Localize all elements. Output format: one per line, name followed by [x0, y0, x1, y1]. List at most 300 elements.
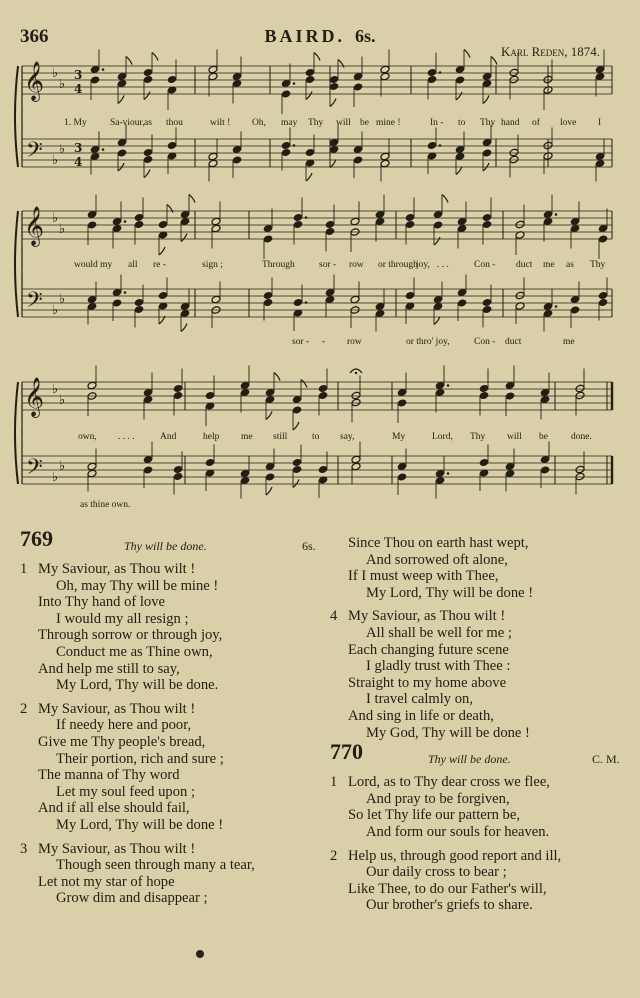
time-signature-bottom: 4 [74, 82, 83, 96]
verse-text: Each changing future scene [348, 641, 509, 658]
lyric-syllable: Sa-viour, [110, 118, 145, 128]
lyric-syllable: still [273, 432, 288, 442]
soprano-note [173, 384, 183, 393]
verse-line [330, 642, 630, 659]
augmentation-dot [305, 216, 308, 219]
lyric-syllable: Through [262, 260, 295, 270]
lyric-syllable: may [281, 118, 298, 128]
verse-text: Through sorrow or through joy, [38, 627, 223, 644]
verse-line [20, 701, 330, 718]
verse-line [330, 552, 630, 569]
lyric-syllable: will [507, 432, 522, 442]
bass-note [329, 145, 339, 154]
verse-line [20, 751, 330, 768]
soprano-note [293, 213, 303, 222]
verse-text: My Saviour, as Thou wilt ! [348, 608, 506, 625]
soprano-note [263, 224, 273, 233]
verse-text: The manna of Thy word [38, 767, 180, 784]
soprano-note [90, 65, 100, 74]
stanza-number: 2 [330, 847, 338, 864]
verse-text: Straight to my home above [348, 674, 507, 691]
hymn-meter: C. M. [592, 752, 620, 767]
verse-text: Our brother's griefs to share. [366, 897, 533, 914]
alto-note [479, 391, 489, 400]
stanza-4 [330, 608, 630, 741]
treble-clef-icon: 𝄞 [24, 206, 45, 246]
verse-line [20, 594, 330, 611]
note-flag [144, 170, 150, 178]
time-signature-top: 3 [74, 141, 83, 155]
bass-note [509, 155, 519, 164]
tenor-note [509, 148, 519, 157]
verse-line [330, 824, 630, 841]
alto-note [509, 75, 519, 84]
soprano-note [87, 381, 97, 390]
soprano-note [353, 72, 363, 81]
alto-note [208, 72, 218, 81]
augmentation-dot [102, 68, 105, 71]
tenor-note [134, 298, 144, 307]
bass-note [353, 156, 363, 165]
verse-text: I would my all resign ; [56, 610, 189, 627]
bass-note [598, 298, 608, 307]
soprano-note [143, 388, 153, 397]
verse-text: My Lord, Thy will be done ! [366, 584, 534, 601]
verse-line [330, 568, 630, 585]
soprano-note [325, 220, 335, 229]
bass-note [595, 159, 605, 168]
lyric-syllable: In - [430, 118, 444, 128]
alto-note [427, 75, 437, 84]
lyric-syllable: as [566, 260, 574, 270]
lyric-syllable: me [543, 260, 555, 270]
bass-note [570, 306, 580, 315]
tenor-note [482, 298, 492, 307]
alto-note [293, 220, 303, 229]
lyric-syllable: of [532, 118, 540, 128]
alto-note [281, 90, 291, 99]
lyric-syllable: Thy [470, 432, 486, 442]
tenor-note [380, 152, 390, 161]
tenor-note [457, 288, 467, 297]
note-flag [266, 487, 272, 495]
verse-line [330, 725, 630, 742]
tenor-note [180, 302, 190, 311]
verse-text: My God, Thy will be done ! [366, 724, 530, 741]
alto-note [455, 76, 465, 85]
note-flag [293, 422, 299, 430]
bass-note [87, 469, 97, 478]
soprano-note [134, 213, 144, 222]
note-flag [126, 57, 132, 65]
bass-note [90, 152, 100, 161]
alto-note [265, 395, 275, 404]
lyric-syllable: love [560, 118, 577, 128]
verse-text: And sing in life or death, [348, 707, 494, 724]
lyric-syllable: hand [501, 118, 520, 128]
tenor-note [232, 145, 242, 154]
alto-note [117, 79, 127, 88]
tenor-note [482, 138, 492, 147]
lyric-syllable: be [360, 118, 369, 128]
verse-text: Though seen through many a tear, [56, 857, 255, 874]
note-flag [314, 53, 320, 61]
bass-note [232, 156, 242, 165]
soprano-note [211, 217, 221, 226]
verse-line [330, 881, 630, 898]
soprano-note [543, 210, 553, 219]
soprano-note [380, 65, 390, 74]
alto-note [540, 395, 550, 404]
flat-sign-icon: ♭ [59, 459, 66, 474]
tenor-note [598, 291, 608, 300]
verse-text: Since Thou on earth hast wept, [348, 535, 529, 551]
bass-clef-icon: 𝄢 [26, 138, 43, 168]
verse-line [330, 897, 630, 914]
tenor-note [87, 295, 97, 304]
note-flag [189, 195, 195, 203]
alto-note [90, 76, 100, 85]
note-flag [181, 234, 187, 242]
lyric-syllable: My [392, 432, 406, 442]
verse-line [20, 661, 330, 678]
verse-text: Let my soul feed upon ; [56, 783, 196, 800]
soprano-note [112, 217, 122, 226]
note-flag [152, 53, 158, 61]
stanza-number: 1 [330, 774, 338, 791]
flat-sign-icon: ♭ [59, 393, 66, 408]
soprano-note [455, 65, 465, 74]
bass-note [543, 309, 553, 318]
lyric-syllable: - [322, 337, 326, 347]
verse-line [20, 644, 330, 661]
fermata-dot [355, 372, 357, 374]
alto-note [575, 391, 585, 400]
stanza-number: 3 [20, 840, 28, 857]
tenor-note [405, 291, 415, 300]
lyric-syllable: duct [505, 337, 522, 347]
augmentation-dot [555, 305, 558, 308]
verse-line [20, 817, 330, 834]
bass-note [351, 462, 361, 471]
tenor-note [265, 462, 275, 471]
lyric-syllable: I [598, 118, 602, 128]
verse-line [330, 791, 630, 808]
note-flag [306, 92, 312, 100]
bass-note [435, 476, 445, 485]
bass-note [173, 472, 183, 481]
augmentation-dot [102, 148, 105, 151]
soprano-note [505, 381, 515, 390]
alto-note [292, 406, 302, 415]
note-flag [456, 92, 462, 100]
tenor-note [375, 302, 385, 311]
tenor-note [353, 145, 363, 154]
tenor-note [575, 465, 585, 474]
bass-clef-icon: 𝄢 [26, 455, 43, 485]
alto-note [543, 217, 553, 226]
lyric-syllable: or thro' joy, [406, 337, 450, 347]
system-brace-icon [15, 66, 18, 167]
soprano-note [509, 68, 519, 77]
lyric-syllable: would my [74, 260, 113, 270]
tenor-note [173, 465, 183, 474]
verse-text: And pray to be forgiven, [366, 790, 510, 807]
hymn-769-heading [20, 526, 330, 561]
verse-line [330, 585, 630, 602]
bass-note [375, 309, 385, 318]
tenor-note [455, 145, 465, 154]
lyric-syllable: . . . [437, 260, 449, 270]
alto-note [263, 235, 273, 244]
augmentation-dot [439, 71, 442, 74]
bass-note [505, 469, 515, 478]
flat-sign-icon: ♭ [59, 292, 66, 307]
verse-text: Our daily cross to bear ; [366, 864, 507, 881]
augmentation-dot [439, 144, 442, 147]
verse-line [20, 800, 330, 817]
verse-text: Give me Thy people's bread, [38, 733, 206, 750]
tenor-note [143, 148, 153, 157]
lyric-syllable: will [336, 118, 351, 128]
right-text-column [330, 535, 630, 921]
lyric-syllable: row [347, 337, 362, 347]
verse-line [330, 708, 630, 725]
lyric-syllable: me [241, 432, 253, 442]
verse-text: And sorrowed oft alone, [366, 551, 508, 568]
soprano-note [305, 68, 315, 77]
tenor-note [350, 295, 360, 304]
lyric-syllable: all [128, 260, 138, 270]
tenor-note [505, 462, 515, 471]
bass-note [112, 299, 122, 308]
stanza-number: 4 [330, 608, 338, 625]
soprano-note [570, 217, 580, 226]
tenor-note [90, 145, 100, 154]
tenor-note [351, 455, 361, 464]
treble-clef-icon: 𝄞 [24, 61, 45, 101]
verse-line [330, 535, 630, 552]
alto-note [318, 391, 328, 400]
verse-line [20, 561, 330, 578]
soprano-note [265, 388, 275, 397]
bass-note [575, 472, 585, 481]
tenor-note [87, 462, 97, 471]
verse-line [20, 578, 330, 595]
bass-note [397, 473, 407, 482]
verse-line [20, 734, 330, 751]
augmentation-dot [305, 301, 308, 304]
verse-text: My Saviour, as Thou wilt ! [38, 561, 196, 577]
tenor-note [515, 291, 525, 300]
note-flag [159, 247, 165, 255]
lyric-syllable: Thy [590, 260, 606, 270]
note-flag [434, 237, 440, 245]
left-text-column [20, 526, 330, 914]
alto-note [329, 82, 339, 91]
lyric-syllable: wilt ! [210, 118, 231, 128]
alto-note [435, 388, 445, 397]
bass-note [457, 299, 467, 308]
flat-sign-icon: ♭ [59, 77, 66, 92]
tenor-note [318, 465, 328, 474]
augmentation-dot [447, 384, 450, 387]
soprano-note [329, 75, 339, 84]
verse-line [330, 864, 630, 881]
note-flag [293, 480, 299, 488]
verse-text: If I must weep with Thee, [348, 568, 499, 585]
lyric-syllable: Con - [474, 337, 496, 347]
lyric-syllable: thou [166, 118, 183, 128]
verse-text: All shall be well for me ; [366, 624, 512, 641]
tenor-note [240, 469, 250, 478]
verse-line [330, 848, 630, 865]
flat-sign-icon: ♭ [52, 382, 59, 397]
verse-line [330, 774, 630, 791]
note-flag [442, 195, 448, 203]
soprano-note [87, 210, 97, 219]
verse-line [20, 677, 330, 694]
soprano-note [482, 72, 492, 81]
tune-meter: 6s. [355, 26, 376, 46]
bass-note [180, 309, 190, 318]
alto-note [353, 83, 363, 92]
stanza-2 [330, 848, 630, 914]
system-brace-icon [15, 211, 18, 317]
stanza-number: 1 [20, 561, 28, 577]
verse-text: Conduct me as Thine own, [56, 643, 213, 660]
bass-note [433, 302, 443, 311]
alto-note [325, 227, 335, 236]
soprano-note [240, 381, 250, 390]
note-flag [301, 380, 307, 388]
alto-note [598, 235, 608, 244]
lyric-syllable: help [203, 432, 220, 442]
bass-note [208, 159, 218, 168]
verse-text: Into Thy hand of love [38, 594, 165, 611]
soprano-note [318, 384, 328, 393]
tenor-note [158, 291, 168, 300]
tenor-note [427, 141, 437, 150]
verse-text: And help me still to say, [38, 660, 180, 677]
tenor-note [117, 138, 127, 147]
verse-text: Lord, as to Thy dear cross we flee, [348, 774, 550, 791]
verse-text: Help us, through good report and ill, [348, 847, 562, 864]
verse-text: My Saviour, as Thou wilt ! [38, 840, 196, 857]
alto-note [232, 79, 242, 88]
alto-note [351, 398, 361, 407]
note-flag [266, 412, 272, 420]
bass-note [482, 305, 492, 314]
soprano-note [540, 388, 550, 397]
lyric-syllable: Thy [308, 118, 324, 128]
lyric-syllable: duct [516, 260, 533, 270]
note-flag [456, 167, 462, 175]
verse-line [330, 807, 630, 824]
stanza-3 [20, 841, 330, 907]
verse-text: I travel calmly on, [366, 691, 473, 708]
alto-note [380, 72, 390, 81]
lyric-syllable: 1. My [64, 118, 87, 128]
tenor-note [570, 295, 580, 304]
tenor-note [325, 288, 335, 297]
bass-note [143, 155, 153, 164]
soprano-note [117, 72, 127, 81]
note-flag [434, 317, 440, 325]
verse-text: My Saviour, as Thou wilt ! [38, 700, 196, 717]
flat-sign-icon: ♭ [59, 142, 66, 157]
lyric-syllable: say, [340, 432, 355, 442]
tenor-note [167, 141, 177, 150]
verse-line [330, 658, 630, 675]
composer-credit: Karl Reden, 1874. [500, 44, 600, 59]
verse-line [20, 767, 330, 784]
tenor-note [595, 152, 605, 161]
bass-note [134, 305, 144, 314]
bass-note [265, 473, 275, 482]
tenor-note [211, 295, 221, 304]
verse-text: And if all else should fail, [38, 800, 190, 817]
soprano-note [180, 210, 190, 219]
soprano-note [350, 217, 360, 226]
verse-line [20, 717, 330, 734]
tenor-note [433, 295, 443, 304]
verse-line [20, 841, 330, 858]
hymn-770-stanzas [330, 774, 630, 914]
tenor-note [540, 455, 550, 464]
alto-note [482, 79, 492, 88]
alto-note [457, 224, 467, 233]
soprano-note [595, 65, 605, 74]
bass-note [292, 465, 302, 474]
verse-text: Grow dim and disappear ; [56, 890, 208, 907]
bass-note [87, 302, 97, 311]
alto-note [405, 220, 415, 229]
lyric-syllable: And [160, 432, 177, 442]
soprano-note [479, 384, 489, 393]
verse-text: Oh, may Thy will be mine ! [56, 577, 219, 594]
alto-note [211, 224, 221, 233]
alto-note [143, 395, 153, 404]
soprano-note [351, 391, 361, 400]
alto-note [482, 220, 492, 229]
hymn-subtitle: Thy will be done. [428, 752, 511, 767]
note-flag [306, 173, 312, 181]
bass-note [540, 466, 550, 475]
note-flag [330, 99, 336, 107]
bass-note [380, 159, 390, 168]
alto-note [305, 75, 315, 84]
ink-spot [196, 950, 204, 958]
lyric-syllable: mine ! [376, 118, 401, 128]
lyric-syllable: done. [571, 432, 592, 442]
lyric-syllable: Oh, [252, 118, 266, 128]
soprano-note [292, 395, 302, 404]
lyric-syllable: Con - [474, 260, 496, 270]
stanza-3-continuation [330, 535, 630, 601]
flat-sign-icon: ♭ [52, 153, 59, 168]
lyric-syllable: Thy [480, 118, 496, 128]
verse-line [330, 625, 630, 642]
lyric-syllable: or through [378, 260, 418, 270]
soprano-note [457, 217, 467, 226]
stanza-1 [20, 561, 330, 694]
tenor-note [435, 469, 445, 478]
soprano-note [232, 72, 242, 81]
flat-sign-icon: ♭ [59, 222, 66, 237]
soprano-note [482, 213, 492, 222]
hymn-770-heading [330, 739, 630, 774]
